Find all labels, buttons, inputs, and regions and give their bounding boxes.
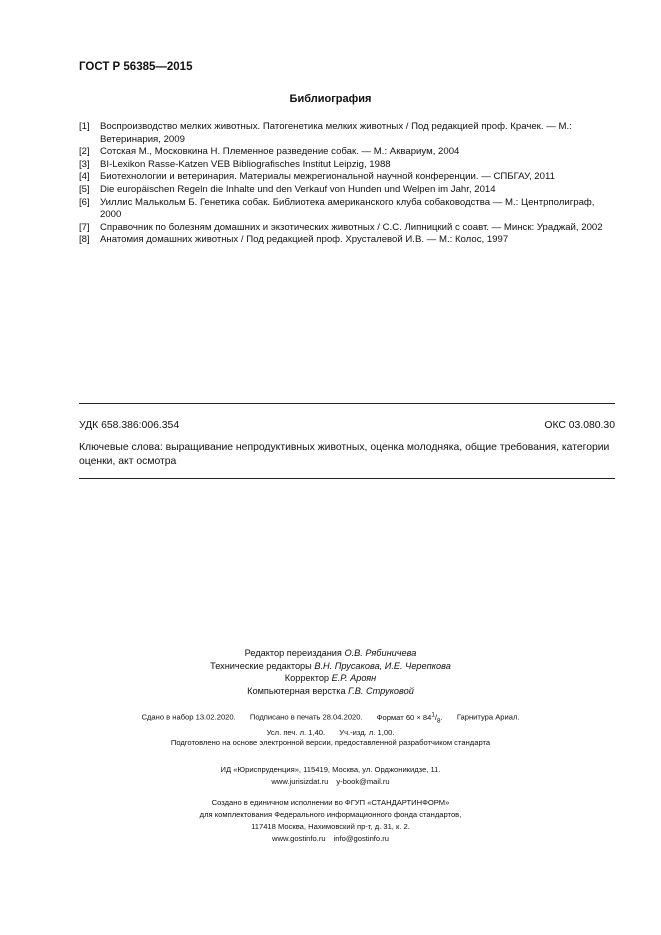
bibliography-item	[79, 197, 617, 222]
bibliography-number: [4]	[79, 171, 90, 183]
corrector-line: Корректор Е.Р. Ароян	[284, 673, 377, 684]
imprint-line-1: Сдано в набор 13.02.2020. Подписано в печать 28.04.2020. Формат $60 \times 84^1/_8$. Гарнитура Ариал.	[141, 711, 520, 725]
bibliography-title: Библиография	[289, 93, 372, 105]
bibliography-text: Сотская М., Московкина Н. Племенное разведение собак. — М.: Аквариум, 2004	[100, 146, 460, 158]
oks-code: ОКС 03.080.30	[544, 420, 615, 431]
bibliography-item	[79, 222, 617, 235]
bibliography-text: Биотехнологии и ветеринария. Материалы межрегиональной научной конференции. — СПБГАУ, 2011	[100, 171, 555, 183]
bibliography-text: Воспроизводство мелких животных. Патогенетика мелких животных / Под редакцией проф. Крачек. — М.: Ветеринария, 2009	[100, 121, 572, 145]
bibliography-list	[79, 121, 617, 247]
creator-info: Создано в единичном исполнении во ФГУП «СТАНДАРТИНФОРМ» для комплектования Федерального информационного фонда стандартов, 117418 Москва, Нахимовский пр-т, д. 31, к. 2. www.gostinfo.ru info@gostinfo.ru	[199, 798, 462, 843]
bibliography-item	[79, 234, 617, 247]
editorial-credits	[0, 647, 661, 697]
print-imprint	[0, 709, 661, 739]
bibliography-text: Справочник по болезням домашних и экзотических животных / С.С. Липницкий с соавт. — Минск: Ураджай, 2002	[100, 221, 603, 233]
divider	[79, 478, 615, 479]
bibliography-number: [6]	[79, 196, 90, 208]
udk-code: УДК 658.386:006.354	[79, 420, 180, 431]
prepared-note: Подготовлено на основе электронной версии, предоставленной разработчиком стандарта	[170, 738, 491, 747]
bibliography-number: [5]	[79, 183, 90, 195]
bibliography-text: Анатомия домашних животных / Под редакцией проф. Хрусталевой И.В. — М.: Колос, 1997	[100, 234, 509, 246]
bibliography-item	[79, 146, 617, 159]
format-value: Формат $60 \times 84^1/_8$.	[376, 711, 443, 725]
bibliography-text: Уиллис Малькольм Б. Генетика собак. Библиотека американского клуба собаководства — М.: Центрполиграф, 2000	[100, 196, 595, 221]
bibliography-item	[79, 159, 617, 172]
imprint-line-2: Усл. печ. л. 1,40. Уч.-изд. л. 1,00.	[266, 728, 395, 738]
bibliography-item	[79, 184, 617, 197]
editor-line: Редактор переиздания О.В. Рябиничева	[244, 648, 417, 658]
bibliography-text: BI-Lexikon Rasse-Katzen VEB Bibliografisches Institut Leipzig, 1988	[100, 158, 391, 170]
creator-site-link[interactable]: www.gostinfo.ru	[271, 834, 326, 843]
bibliography-text: Die europäischen Regeln die Inhalte und den Verkauf von Hunden und Welpen im Jahr, 2014	[100, 183, 496, 195]
bibliography-number: [1]	[79, 121, 90, 132]
bibliography-item	[79, 121, 617, 146]
creator-email-link[interactable]: info@gostinfo.ru	[333, 834, 390, 843]
document-header: ГОСТ Р 56385—2015	[79, 61, 193, 73]
bibliography-number: [2]	[79, 146, 90, 158]
layout-line: Компьютерная верстка Г.В. Струковой	[247, 685, 414, 696]
bibliography-number: [8]	[79, 234, 90, 246]
publisher-site-link[interactable]: www.jurisizdat.ru	[271, 777, 329, 786]
divider	[79, 403, 615, 404]
bibliography-number: [7]	[79, 221, 90, 233]
tech-editors-line: Технические редакторы В.Н. Прусакова, И.Е. Черепкова	[210, 660, 451, 671]
publisher-email-link[interactable]: y-book@mail.ru	[336, 777, 390, 786]
bibliography-number: [3]	[79, 158, 90, 170]
keywords: Ключевые слова: выращивание непродуктивных животных, оценка молодняка, общие требования, категории оценки, акт осмотра	[79, 442, 610, 467]
bibliography-item	[79, 171, 617, 184]
publisher-info: ИД «Юриспруденция», 115419, Москва, ул. Орджоникидзе, 11. www.jurisizdat.ru y-book@mail.ru	[220, 765, 441, 786]
